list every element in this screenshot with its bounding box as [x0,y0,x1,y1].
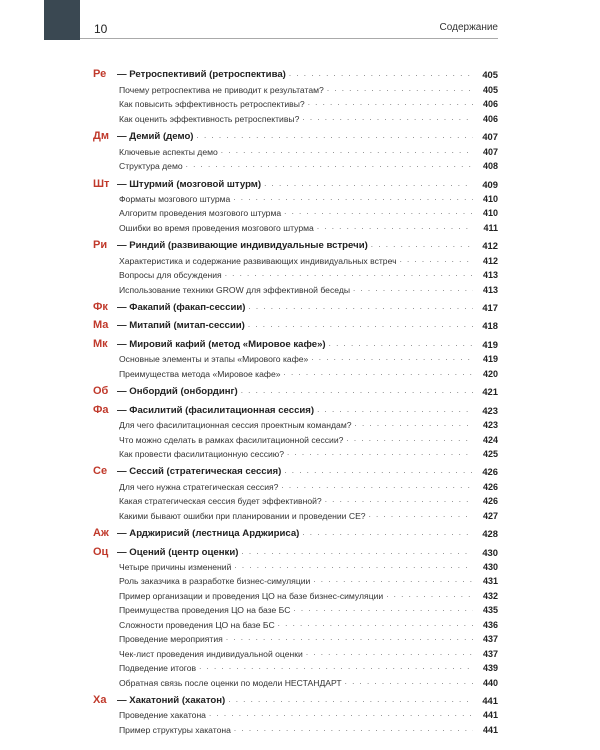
entry-title: Какая стратегическая сессия будет эффективной? [119,496,322,507]
entry-page-number: 407 [482,131,498,143]
entry-title: Для чего нужна стратегическая сессия? [119,481,279,492]
dot-leader [355,419,473,428]
entry-title: Использование техники GROW для эффективной беседы [119,284,351,295]
chapter-abbreviation: Се [93,465,108,478]
chapter-abbreviation: Ри [93,239,108,252]
entry-title: Ошибки во время проведения мозгового штурма [119,222,314,233]
chapter-abbreviation: Мк [93,337,108,350]
toc-subsection-entry[interactable] [93,416,498,430]
toc-chapter-entry[interactable] [93,299,498,313]
dot-leader [234,724,473,733]
toc-subsection-entry[interactable] [93,251,498,265]
toc-subsection-entry[interactable] [93,350,498,364]
dot-leader [278,619,473,628]
entry-page-number: 413 [482,284,498,295]
toc-subsection-entry[interactable] [93,280,498,294]
entry-title: Алгоритм проведения мозгового штурма [119,208,282,219]
entry-page-number: 411 [483,222,498,233]
toc-chapter-entry[interactable] [93,66,498,80]
dot-leader [329,339,473,348]
entry-title: Пример организации и проведения ЦО на базе бизнес-симуляции [119,590,384,601]
entry-page-number: 436 [482,619,498,630]
entry-page-number: 435 [482,605,498,616]
dot-leader [284,466,473,475]
dot-leader [248,320,473,329]
entry-title: Форматы мозгового штурма [119,193,231,204]
entry-page-number: 407 [482,146,498,157]
toc-subsection-entry[interactable] [93,157,498,171]
entry-title: Чек-лист проведения индивидуальной оценки [119,648,303,659]
dot-leader [225,269,473,278]
toc-subsection-entry[interactable] [93,558,498,572]
toc-chapter-entry[interactable] [93,525,498,539]
dot-leader [233,193,473,202]
header-divider [80,38,498,39]
entry-page-number: 425 [482,448,498,459]
entry-title: Пример структуры хакатона [119,724,231,735]
entry-title: Преимущества проведения ЦО на базе БС [119,605,291,616]
entry-page-number: 426 [482,466,498,478]
toc-subsection-entry[interactable] [93,266,498,280]
dot-leader [327,84,473,93]
dot-leader [228,695,473,704]
toc-subsection-entry[interactable] [93,506,498,520]
entry-page-number: 419 [482,338,498,350]
entry-page-number: 421 [482,386,498,398]
entry-page-number: 430 [482,546,498,558]
dot-leader [186,160,473,169]
dot-leader [241,547,473,556]
toc-subsection-entry[interactable] [93,720,498,734]
entry-title: — Мировий кафий (метод «Мировое кафе») [117,338,326,350]
toc-chapter-entry[interactable] [93,317,498,331]
toc-subsection-entry[interactable] [93,80,498,94]
entry-page-number: 437 [482,634,498,645]
dot-leader [325,495,473,504]
toc-chapter-entry[interactable] [93,692,498,706]
chapter-abbreviation: Аж [93,527,109,540]
dot-leader [241,386,473,395]
entry-title: Ключевые аспекты демо [119,146,218,157]
entry-title: Основные элементы и этапы «Мирового кафе» [119,354,309,365]
toc-chapter-entry[interactable] [93,543,498,557]
entry-page-number: 406 [482,113,498,124]
toc-subsection-entry[interactable] [93,615,498,629]
toc-subsection-entry[interactable] [93,706,498,720]
entry-title: — Фасилитий (фасилитационная сессия) [117,404,315,416]
entry-page-number: 405 [482,84,498,95]
entry-title: Обратная связь после оценки по модели НЕСТАНДАРТ [119,677,342,688]
entry-page-number: 417 [482,302,498,313]
entry-title: — Риндий (развивающие индивидуальные встречи) [117,240,368,252]
dot-leader [353,284,473,293]
entry-title: Как повысить эффективность ретроспективы? [119,99,305,110]
toc-subsection-entry[interactable] [93,673,498,687]
dot-leader [289,69,473,78]
chapter-abbreviation: Фа [93,403,109,416]
dot-leader [287,448,473,457]
toc-subsection-entry[interactable] [93,190,498,204]
chapter-abbreviation: Фк [93,301,108,313]
dot-leader [313,575,473,584]
dot-leader [317,405,473,414]
toc-chapter-entry[interactable] [93,401,498,415]
dot-leader [284,368,473,377]
dot-leader [369,510,473,519]
toc-chapter-entry[interactable] [93,128,498,142]
dot-leader [371,240,473,249]
entry-title: Какими бывают ошибки при планировании и проведении СЕ? [119,510,366,521]
dot-leader [386,590,473,599]
toc-subsection-entry[interactable] [93,586,498,600]
entry-title: Что можно сделать в рамках фасилитационной сессии? [119,434,344,445]
dot-leader [308,98,473,107]
toc-subsection-entry[interactable] [93,492,498,506]
chapter-abbreviation: Дм [93,130,109,143]
entry-page-number: 428 [482,528,498,540]
dot-leader [400,255,473,264]
entry-title: Вопросы для обсуждения [119,270,222,281]
table-of-contents [93,66,498,735]
page-number: 10 [94,22,108,36]
entry-page-number: 420 [482,368,498,379]
entry-page-number: 412 [482,255,498,266]
dot-leader [248,302,473,311]
entry-title: — Онбордий (онбординг) [117,386,238,398]
entry-title: Как провести фасилитационную сессию? [119,448,285,459]
toc-subsection-entry[interactable] [93,659,498,673]
entry-title: — Штурмий (мозговой штурм) [117,178,262,190]
dot-leader [284,207,473,216]
entry-page-number: 408 [482,161,498,172]
dot-leader [199,662,473,671]
toc-subsection-entry[interactable] [93,630,498,644]
entry-page-number: 426 [482,496,498,507]
dot-leader [226,633,473,642]
chapter-abbreviation: Шт [93,177,110,190]
toc-subsection-entry[interactable] [93,109,498,123]
entry-title: — Демий (демо) [117,131,194,143]
toc-subsection-entry[interactable] [93,95,498,109]
toc-chapter-entry[interactable] [93,175,498,189]
dot-leader [197,131,474,140]
toc-subsection-entry[interactable] [93,204,498,218]
toc-subsection-entry[interactable] [93,601,498,615]
chapter-abbreviation: Ма [93,319,109,332]
dot-leader [281,481,473,490]
entry-page-number: 423 [482,404,498,416]
section-title: Содержание [439,22,498,33]
entry-page-number: 437 [482,648,498,659]
entry-title: Почему ретроспектива не приводит к результатам? [119,84,324,95]
dot-leader [346,434,473,443]
entry-page-number: 426 [482,481,498,492]
entry-page-number: 441 [482,694,498,706]
entry-page-number: 413 [482,270,498,281]
entry-title: — Факапий (факап-сессии) [117,302,246,313]
dot-leader [302,528,473,537]
entry-title: — Сессий (стратегическая сессия) [117,466,282,478]
entry-page-number: 410 [482,208,498,219]
dot-leader [345,677,473,686]
toc-chapter-entry[interactable] [93,463,498,477]
entry-title: — Оцений (центр оценки) [117,546,239,558]
corner-decoration-bar [44,0,80,40]
toc-subsection-entry[interactable] [93,142,498,156]
chapter-abbreviation: Ха [93,693,107,706]
toc-subsection-entry[interactable] [93,218,498,232]
entry-title: Четыре причины изменений [119,562,232,572]
toc-chapter-entry[interactable] [93,237,498,251]
dot-leader [264,179,473,188]
entry-title: Роль заказчика в разработке бизнес-симуляции [119,576,311,587]
entry-page-number: 431 [482,576,498,587]
entry-page-number: 430 [482,562,498,572]
toc-subsection-entry[interactable] [93,430,498,444]
entry-page-number: 432 [482,590,498,601]
dot-leader [234,561,473,570]
dot-leader [209,709,473,718]
dot-leader [306,648,473,657]
toc-subsection-entry[interactable] [93,572,498,586]
entry-page-number: 412 [482,240,498,252]
entry-page-number: 406 [482,99,498,110]
toc-subsection-entry[interactable] [93,445,498,459]
chapter-abbreviation: Ре [93,68,107,81]
dot-leader [317,222,473,231]
entry-page-number: 441 [482,710,498,721]
entry-page-number: 427 [482,510,498,521]
entry-page-number: 439 [482,663,498,674]
entry-title: — Митапий (митап-сессии) [117,320,245,332]
dot-leader [221,146,473,155]
entry-page-number: 440 [482,677,498,688]
dot-leader [311,353,473,362]
chapter-abbreviation: Об [93,385,109,398]
entry-title: Проведение хакатона [119,710,206,721]
entry-page-number: 410 [482,193,498,204]
entry-page-number: 409 [482,178,498,190]
entry-title: — Арджирисий (лестница Арджириса) [117,528,300,540]
toc-chapter-entry[interactable] [93,335,498,349]
entry-page-number: 424 [482,434,498,445]
toc-subsection-entry[interactable] [93,477,498,491]
entry-title: Преимущества метода «Мировое кафе» [119,368,281,379]
dot-leader [293,604,473,613]
dot-leader [302,113,473,122]
chapter-abbreviation: Оц [93,545,109,558]
entry-title: — Хакатоний (хакатон) [117,694,226,706]
entry-title: Для чего фасилитационная сессия проектным командам? [119,420,352,431]
entry-title: Подведение итогов [119,663,197,674]
entry-title: Сложности проведения ЦО на базе БС [119,619,275,630]
entry-title: — Ретроспективий (ретроспектива) [117,69,286,81]
entry-page-number: 419 [482,354,498,365]
entry-title: Структура демо [119,161,183,172]
toc-subsection-entry[interactable] [93,364,498,378]
entry-title: Характеристика и содержание развивающих индивидуальных встреч [119,255,397,266]
entry-page-number: 441 [482,724,498,735]
toc-chapter-entry[interactable] [93,383,498,397]
entry-page-number: 405 [482,69,498,81]
toc-subsection-entry[interactable] [93,644,498,658]
entry-title: Как оценить эффективность ретроспективы? [119,113,300,124]
entry-page-number: 418 [482,320,498,332]
entry-page-number: 423 [482,420,498,431]
entry-title: Проведение мероприятия [119,634,223,645]
